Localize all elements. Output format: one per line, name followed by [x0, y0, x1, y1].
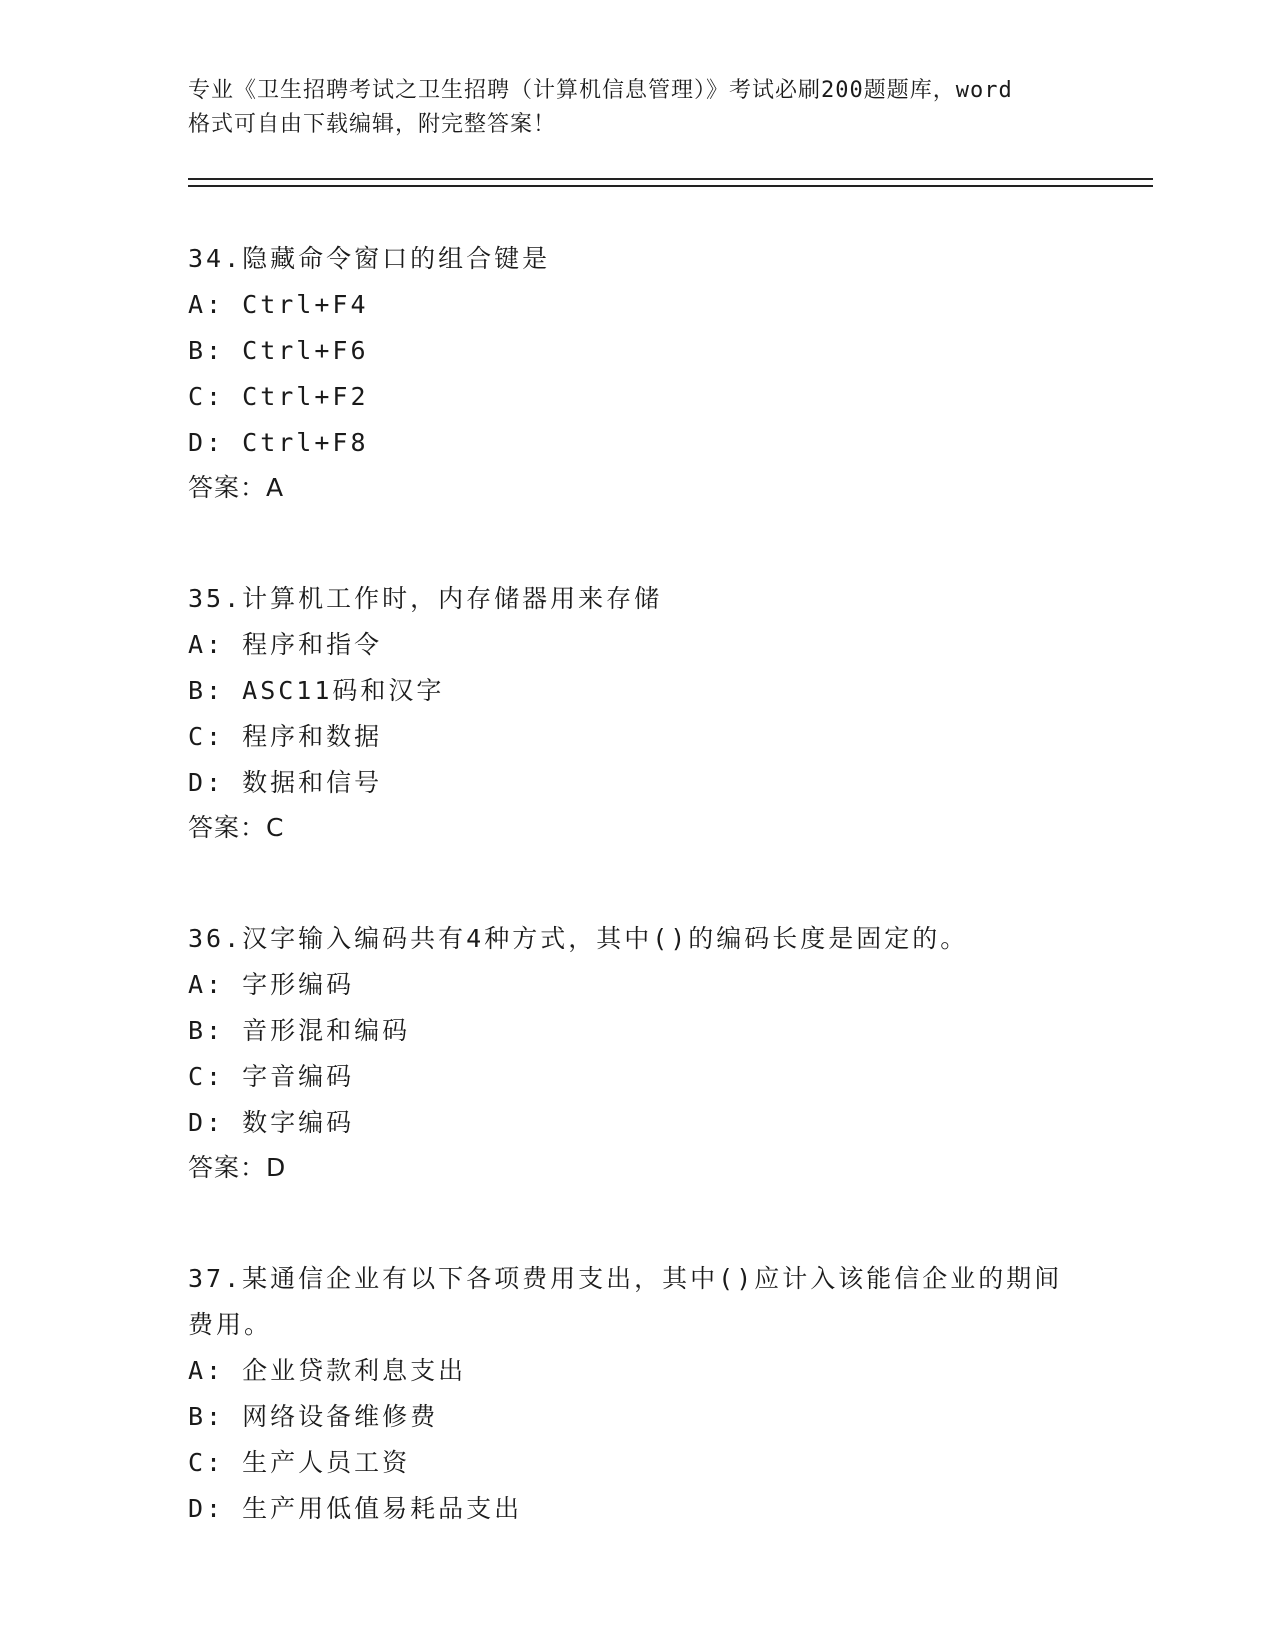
answer: 答案：D	[188, 1153, 287, 1182]
question-36	[188, 916, 1088, 1190]
option-c: C: 程序和数据	[188, 722, 383, 751]
option-b: B: 音形混和编码	[188, 1016, 411, 1045]
answer: 答案：C	[188, 813, 285, 842]
option-d: D: 数字编码	[188, 1108, 355, 1137]
option-a: A: 程序和指令	[188, 630, 383, 659]
option-d: D: 数据和信号	[188, 768, 383, 797]
option-a: A: Ctrl+F4	[188, 290, 369, 319]
question-35	[188, 576, 1088, 850]
header-line-2: 格式可自由下载编辑，附完整答案！	[188, 112, 557, 137]
option-d: D: 生产用低值易耗品支出	[188, 1494, 523, 1523]
document-header	[188, 74, 1088, 142]
answer: 答案：A	[188, 473, 285, 502]
question-34	[188, 236, 1088, 510]
option-c: C: 生产人员工资	[188, 1448, 411, 1477]
question-text: 34.隐藏命令窗口的组合键是	[188, 244, 551, 273]
header-line-1: 专业《卫生招聘考试之卫生招聘（计算机信息管理）》考试必刷200题题库，word	[188, 78, 1013, 103]
question-text: 35.计算机工作时，内存储器用来存储	[188, 584, 663, 613]
option-d: D: Ctrl+F8	[188, 428, 369, 457]
question-text-line-1: 37.某通信企业有以下各项费用支出，其中()应计入该能信企业的期间	[188, 1264, 1063, 1293]
option-c: C: 字音编码	[188, 1062, 355, 1091]
question-text: 36.汉字输入编码共有4种方式，其中()的编码长度是固定的。	[188, 924, 969, 953]
option-a: A: 字形编码	[188, 970, 355, 999]
option-a: A: 企业贷款利息支出	[188, 1356, 467, 1385]
option-b: B: 网络设备维修费	[188, 1402, 439, 1431]
question-text-line-2: 费用。	[188, 1310, 273, 1339]
option-b: B: Ctrl+F6	[188, 336, 369, 365]
option-b: B: ASC11码和汉字	[188, 676, 445, 705]
question-37	[188, 1256, 1088, 1532]
option-c: C: Ctrl+F2	[188, 382, 369, 411]
question-list	[188, 236, 1088, 1598]
header-divider	[188, 178, 1153, 187]
